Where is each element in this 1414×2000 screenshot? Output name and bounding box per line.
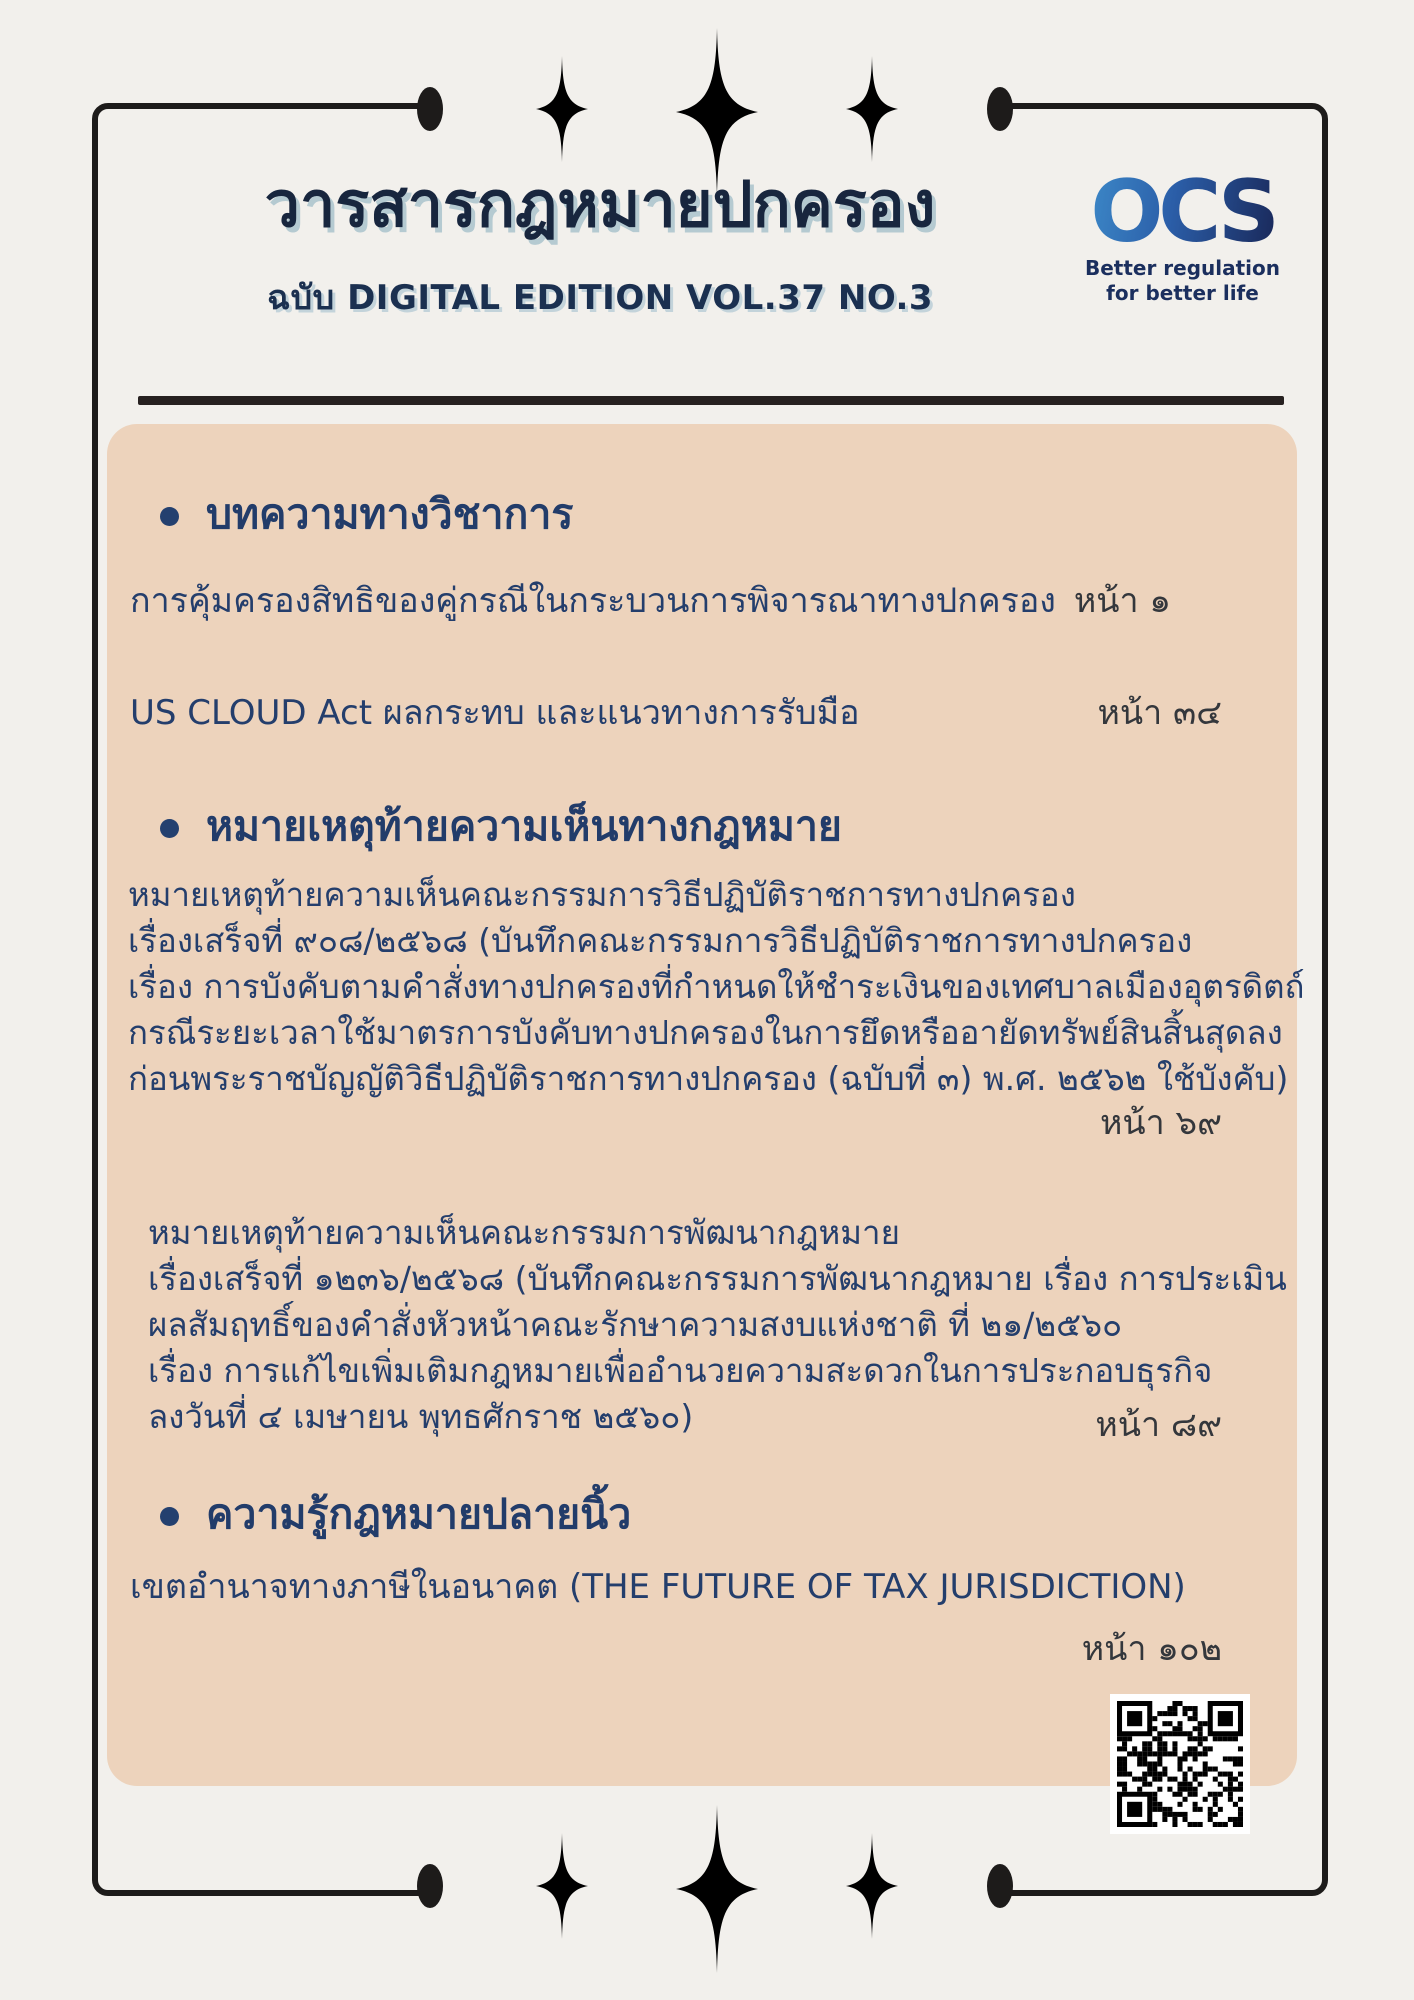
- ocs-logo: [1075, 162, 1290, 306]
- toc-item-title: US CLOUD Act ผลกระทบ และแนวทางการรับมือ: [130, 693, 860, 733]
- toc-item-title: เขตอำนาจทางภาษีในอนาคต (THE FUTURE OF TAX JURISDICTION): [130, 1567, 1186, 1607]
- toc-line: หมายเหตุท้ายความเห็นคณะกรรมการพัฒนากฎหมาย: [148, 1213, 900, 1252]
- bullet-icon: [160, 1507, 179, 1526]
- sparkle-icon: [676, 1805, 758, 1973]
- edition-subtitle: ฉบับ DIGITAL EDITION VOL.37 NO.3: [266, 278, 934, 318]
- toc-line: กรณีระยะเวลาใช้มาตรการบังคับทางปกครองในการยึดหรืออายัดทรัพย์สินสิ้นสุดลง: [128, 1013, 1283, 1052]
- toc-item: [130, 1562, 1222, 1613]
- toc-line: ผลสัมฤทธิ์ของคำสั่งหัวหน้าคณะรักษาความสงบแห่งชาติ ที่ ๒๑/๒๕๖๐: [148, 1305, 1123, 1344]
- section-heading-law-at-fingertips: ความรู้กฎหมายปลายนิ้ว: [160, 1484, 631, 1546]
- bullet-icon: [160, 507, 179, 526]
- qr-code: [1110, 1694, 1250, 1834]
- toc-line: เรื่องเสร็จที่ ๙๐๘/๒๕๖๘ (บันทึกคณะกรรมการวิธีปฏิบัติราชการทางปกครอง: [128, 921, 1193, 960]
- ornament-dot: [417, 87, 443, 131]
- section-heading-academic-articles: บทความทางวิชาการ: [160, 484, 573, 546]
- toc-item-title: การคุ้มครองสิทธิของคู่กรณีในกระบวนการพิจารณาทางปกครอง: [130, 581, 1056, 621]
- sparkle-icon: [846, 1833, 898, 1939]
- toc-line: ก่อนพระราชบัญญัติวิธีปฏิบัติราชการทางปกครอง (ฉบับที่ ๓) พ.ศ. ๒๕๖๒ ใช้บังคับ): [128, 1059, 1289, 1098]
- toc-line: เรื่อง การบังคับตามคำสั่งทางปกครองที่กำหนดให้ชำระเงินของเทศบาลเมืองอุตรดิตถ์: [128, 967, 1305, 1006]
- journal-title: วารสารกฎหมายปกครอง: [264, 168, 936, 241]
- sparkle-icon: [846, 56, 898, 162]
- header-divider: [138, 396, 1284, 405]
- page-number: หน้า ๓๔: [1097, 693, 1222, 733]
- page-number: หน้า ๑๐๒: [1081, 1629, 1222, 1669]
- ornament-dot: [987, 87, 1013, 131]
- toc-line: หมายเหตุท้ายความเห็นคณะกรรมการวิธีปฏิบัติราชการทางปกครอง: [128, 875, 1076, 914]
- toc-item: [130, 576, 1222, 627]
- toc-line: เรื่อง การแก้ไขเพิ่มเติมกฎหมายเพื่ออำนวยความสะดวกในการประกอบธุรกิจ: [148, 1351, 1213, 1390]
- sparkle-icon: [536, 56, 588, 162]
- qr-code-pattern: [1117, 1701, 1243, 1827]
- ocs-logo-text: OCS: [1075, 172, 1290, 254]
- toc-item: [130, 688, 1222, 739]
- ornament-dot: [987, 1864, 1013, 1908]
- page-number: หน้า ๑: [1073, 581, 1172, 621]
- ornament-dot: [417, 1864, 443, 1908]
- ocs-logo-tagline: Better regulation for better life: [1084, 255, 1281, 305]
- toc-item: [128, 872, 1305, 1102]
- toc-line: เรื่องเสร็จที่ ๑๒๓๖/๒๕๖๘ (บันทึกคณะกรรมการพัฒนากฎหมาย เรื่อง การประเมิน: [148, 1259, 1287, 1298]
- section-heading-legal-opinion-notes: หมายเหตุท้ายความเห็นทางกฎหมาย: [160, 796, 842, 858]
- page-number: หน้า ๘๙: [1095, 1405, 1222, 1445]
- sparkle-icon: [536, 1833, 588, 1939]
- toc-line: ลงวันที่ ๔ เมษายน พุทธศักราช ๒๕๖๐): [148, 1397, 694, 1436]
- bullet-icon: [160, 819, 179, 838]
- page-number: หน้า ๖๙: [1099, 1103, 1222, 1143]
